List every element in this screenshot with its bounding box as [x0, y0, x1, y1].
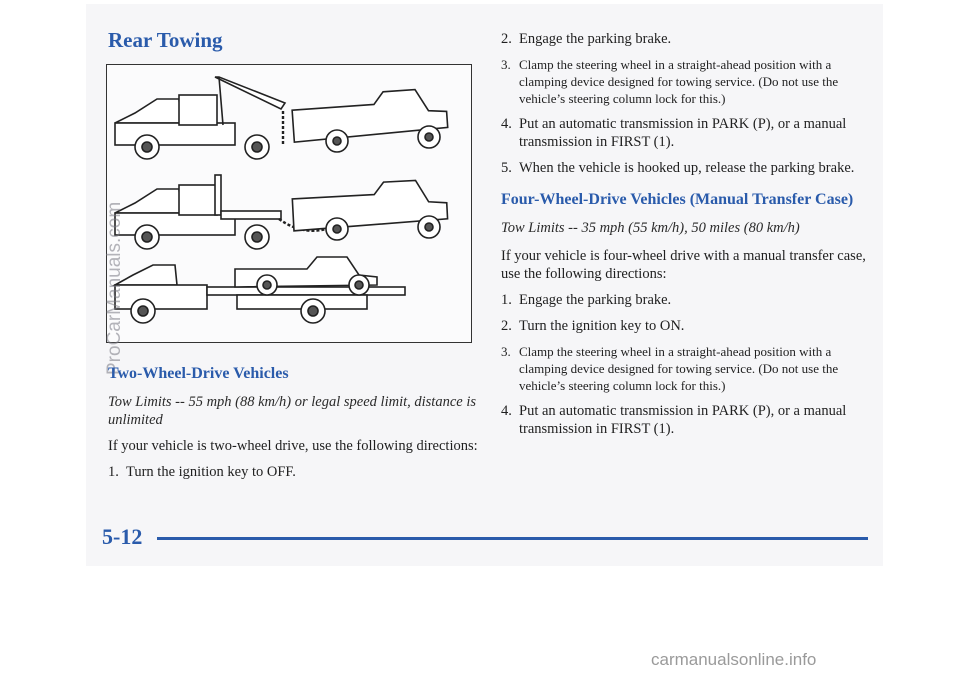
step-item [501, 317, 881, 335]
step-number: 3. [501, 344, 511, 359]
four-wheel-intro: If your vehicle is four-wheel drive with a manual transfer case, use the following directions: [501, 248, 866, 282]
step-text: Engage the parking brake. [519, 292, 672, 308]
two-wheel-heading: Two-Wheel-Drive Vehicles [108, 365, 289, 382]
step-item [501, 159, 881, 177]
scene-flatbed [115, 257, 405, 323]
right-column [501, 30, 881, 446]
page-title: Rear Towing [108, 28, 223, 52]
footer-rule [157, 537, 868, 540]
step-item [501, 402, 881, 438]
step-text: When the vehicle is hooked up, release the parking brake. [519, 160, 855, 176]
step-item [501, 30, 881, 48]
side-watermark [104, 200, 128, 375]
step-text: Put an automatic transmission in PARK (P), or a manual transmission in FIRST (1). [519, 116, 847, 150]
four-wheel-tow-limits: Tow Limits -- 35 mph (55 km/h), 50 miles (80 km/h) [501, 220, 800, 236]
step-number: 2. [501, 31, 512, 47]
step-number: 4. [501, 116, 512, 132]
step-number: 2. [501, 318, 512, 334]
site-watermark: carmanualsonline.info [651, 650, 817, 669]
page-number: 5-12 [102, 524, 143, 549]
step-text: Clamp the steering wheel in a straight-ahead position with a clamping device designed for towing service. (Do not use the vehicle’s steering column lock for this.) [519, 344, 839, 393]
two-wheel-tow-limits: Tow Limits -- 55 mph (88 km/h) or legal speed limit, distance is unlimited [108, 394, 476, 428]
scene-wheel-lift [115, 77, 448, 159]
left-column [108, 28, 478, 53]
step-text: Clamp the steering wheel in a straight-ahead position with a clamping device designed for towing service. (Do not use the vehicle’s steering column lock for this.) [519, 57, 839, 106]
step-text: Put an automatic transmission in PARK (P), or a manual transmission in FIRST (1). [519, 403, 847, 437]
four-wheel-heading: Four-Wheel-Drive Vehicles (Manual Transfer Case) [501, 191, 854, 208]
step-number: 4. [501, 403, 512, 419]
side-watermark-text: ProCarManuals.com [104, 201, 125, 375]
scene-dolly-tow [115, 175, 448, 249]
step-item [501, 56, 881, 107]
step-item [501, 291, 881, 309]
towing-illustration [106, 64, 472, 343]
step-item [501, 115, 881, 151]
step-text: Engage the parking brake. [519, 31, 672, 47]
two-wheel-step [108, 463, 478, 481]
step-number: 5. [501, 160, 512, 176]
step-item [501, 343, 881, 394]
step-number: 1. [501, 292, 512, 308]
step-number: 3. [501, 57, 511, 72]
two-wheel-intro: If your vehicle is two-wheel drive, use the following directions: [108, 438, 478, 454]
step-number: 1. [108, 464, 119, 480]
tow-trucks-drawing [107, 65, 471, 342]
two-wheel-section [108, 365, 478, 489]
step-text: Turn the ignition key to ON. [519, 318, 685, 334]
step-text: Turn the ignition key to OFF. [126, 464, 296, 480]
